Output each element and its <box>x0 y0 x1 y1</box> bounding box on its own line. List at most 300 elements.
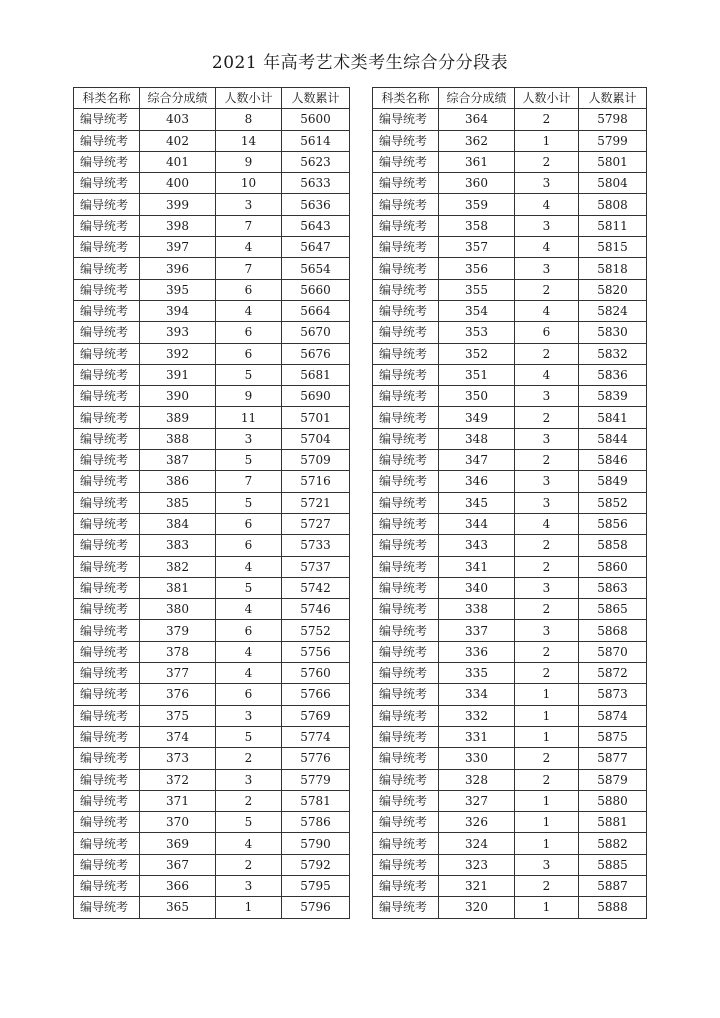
cell-cumulative: 5841 <box>579 407 647 428</box>
cell-cumulative: 5873 <box>579 684 647 705</box>
table-row <box>74 620 350 641</box>
cell-count: 4 <box>515 237 579 258</box>
table-row <box>74 450 350 471</box>
header-score: 综合分成绩 <box>439 88 515 109</box>
cell-score: 338 <box>439 599 515 620</box>
cell-count: 3 <box>515 258 579 279</box>
cell-count: 1 <box>515 790 579 811</box>
cell-count: 3 <box>515 471 579 492</box>
cell-score: 364 <box>439 109 515 130</box>
cell-score: 393 <box>140 322 216 343</box>
cell-score: 331 <box>439 726 515 747</box>
header-count: 人数小计 <box>515 88 579 109</box>
cell-cumulative: 5760 <box>282 663 350 684</box>
cell-cumulative: 5623 <box>282 151 350 172</box>
cell-score: 369 <box>140 833 216 854</box>
cell-count: 6 <box>216 513 282 534</box>
table-row <box>373 279 647 300</box>
cell-category: 编导统考 <box>74 343 140 364</box>
table-header-row <box>74 88 350 109</box>
cell-cumulative: 5877 <box>579 748 647 769</box>
cell-category: 编导统考 <box>373 492 439 513</box>
cell-cumulative: 5716 <box>282 471 350 492</box>
cell-cumulative: 5879 <box>579 769 647 790</box>
cell-score: 336 <box>439 641 515 662</box>
table-row <box>373 790 647 811</box>
cell-score: 326 <box>439 812 515 833</box>
cell-score: 327 <box>439 790 515 811</box>
cell-count: 3 <box>216 705 282 726</box>
table-row <box>74 663 350 684</box>
cell-score: 374 <box>140 726 216 747</box>
cell-count: 2 <box>515 641 579 662</box>
cell-score: 403 <box>140 109 216 130</box>
cell-cumulative: 5860 <box>579 556 647 577</box>
table-row <box>74 130 350 151</box>
cell-category: 编导统考 <box>373 875 439 896</box>
cell-cumulative: 5808 <box>579 194 647 215</box>
cell-category: 编导统考 <box>74 620 140 641</box>
cell-category: 编导统考 <box>74 215 140 236</box>
table-row <box>74 151 350 172</box>
cell-cumulative: 5852 <box>579 492 647 513</box>
cell-cumulative: 5670 <box>282 322 350 343</box>
cell-category: 编导统考 <box>373 173 439 194</box>
cell-score: 320 <box>439 897 515 918</box>
table-row <box>74 428 350 449</box>
table-row <box>373 300 647 321</box>
cell-score: 346 <box>439 471 515 492</box>
cell-score: 345 <box>439 492 515 513</box>
cell-score: 382 <box>140 556 216 577</box>
cell-category: 编导统考 <box>373 322 439 343</box>
cell-count: 5 <box>216 450 282 471</box>
cell-score: 334 <box>439 684 515 705</box>
cell-cumulative: 5844 <box>579 428 647 449</box>
table-row <box>373 556 647 577</box>
table-row <box>373 471 647 492</box>
cell-count: 3 <box>515 173 579 194</box>
table-row <box>74 258 350 279</box>
cell-count: 3 <box>216 428 282 449</box>
cell-category: 编导统考 <box>373 726 439 747</box>
cell-category: 编导统考 <box>373 130 439 151</box>
cell-count: 5 <box>216 812 282 833</box>
cell-cumulative: 5839 <box>579 386 647 407</box>
cell-count: 4 <box>515 513 579 534</box>
cell-cumulative: 5863 <box>579 577 647 598</box>
table-row <box>74 513 350 534</box>
cell-count: 5 <box>216 726 282 747</box>
cell-score: 335 <box>439 663 515 684</box>
cell-count: 1 <box>515 812 579 833</box>
cell-cumulative: 5795 <box>282 875 350 896</box>
cell-cumulative: 5836 <box>579 364 647 385</box>
cell-cumulative: 5733 <box>282 535 350 556</box>
table-row <box>373 705 647 726</box>
cell-cumulative: 5882 <box>579 833 647 854</box>
cell-category: 编导统考 <box>373 748 439 769</box>
cell-score: 402 <box>140 130 216 151</box>
cell-score: 351 <box>439 364 515 385</box>
cell-cumulative: 5870 <box>579 641 647 662</box>
cell-count: 4 <box>216 237 282 258</box>
table-row <box>74 300 350 321</box>
cell-cumulative: 5756 <box>282 641 350 662</box>
cell-cumulative: 5880 <box>579 790 647 811</box>
cell-cumulative: 5796 <box>282 897 350 918</box>
cell-count: 3 <box>515 854 579 875</box>
cell-cumulative: 5681 <box>282 364 350 385</box>
cell-category: 编导统考 <box>373 833 439 854</box>
cell-count: 2 <box>515 769 579 790</box>
cell-category: 编导统考 <box>74 705 140 726</box>
cell-cumulative: 5664 <box>282 300 350 321</box>
cell-category: 编导统考 <box>373 386 439 407</box>
cell-count: 2 <box>515 599 579 620</box>
table-row <box>373 492 647 513</box>
table-row <box>373 812 647 833</box>
cell-count: 6 <box>515 322 579 343</box>
cell-count: 6 <box>216 279 282 300</box>
cell-cumulative: 5779 <box>282 769 350 790</box>
cell-score: 324 <box>439 833 515 854</box>
cell-category: 编导统考 <box>74 322 140 343</box>
cell-count: 5 <box>216 577 282 598</box>
cell-category: 编导统考 <box>373 684 439 705</box>
cell-cumulative: 5874 <box>579 705 647 726</box>
table-row <box>373 151 647 172</box>
score-table-left <box>73 87 350 919</box>
cell-score: 372 <box>140 769 216 790</box>
cell-score: 398 <box>140 215 216 236</box>
cell-count: 2 <box>515 875 579 896</box>
cell-count: 4 <box>216 300 282 321</box>
cell-category: 编导统考 <box>373 364 439 385</box>
cell-score: 350 <box>439 386 515 407</box>
cell-cumulative: 5801 <box>579 151 647 172</box>
cell-score: 361 <box>439 151 515 172</box>
table-row <box>373 577 647 598</box>
table-row <box>74 599 350 620</box>
cell-category: 编导统考 <box>74 364 140 385</box>
cell-cumulative: 5704 <box>282 428 350 449</box>
cell-cumulative: 5746 <box>282 599 350 620</box>
cell-cumulative: 5820 <box>579 279 647 300</box>
table-row <box>373 215 647 236</box>
cell-count: 7 <box>216 215 282 236</box>
cell-cumulative: 5824 <box>579 300 647 321</box>
table-row <box>373 364 647 385</box>
cell-category: 编导统考 <box>373 577 439 598</box>
cell-category: 编导统考 <box>373 641 439 662</box>
cell-count: 2 <box>515 535 579 556</box>
cell-score: 366 <box>140 875 216 896</box>
cell-cumulative: 5885 <box>579 854 647 875</box>
header-category: 科类名称 <box>74 88 140 109</box>
cell-score: 359 <box>439 194 515 215</box>
cell-category: 编导统考 <box>74 535 140 556</box>
cell-count: 2 <box>515 407 579 428</box>
cell-score: 330 <box>439 748 515 769</box>
table-row <box>74 215 350 236</box>
cell-score: 395 <box>140 279 216 300</box>
table-row <box>74 684 350 705</box>
cell-count: 3 <box>216 194 282 215</box>
cell-score: 340 <box>439 577 515 598</box>
cell-score: 356 <box>439 258 515 279</box>
table-row <box>373 109 647 130</box>
cell-category: 编导统考 <box>373 535 439 556</box>
cell-cumulative: 5865 <box>579 599 647 620</box>
table-row <box>74 769 350 790</box>
cell-score: 341 <box>439 556 515 577</box>
cell-category: 编导统考 <box>74 790 140 811</box>
table-row <box>74 343 350 364</box>
cell-category: 编导统考 <box>74 428 140 449</box>
cell-score: 357 <box>439 237 515 258</box>
table-row <box>373 343 647 364</box>
table-row <box>74 279 350 300</box>
cell-category: 编导统考 <box>373 769 439 790</box>
cell-cumulative: 5721 <box>282 492 350 513</box>
cell-score: 392 <box>140 343 216 364</box>
table-row <box>373 599 647 620</box>
table-row <box>74 386 350 407</box>
cell-score: 399 <box>140 194 216 215</box>
cell-count: 2 <box>515 663 579 684</box>
cell-score: 375 <box>140 705 216 726</box>
table-row <box>74 897 350 918</box>
table-header-row <box>373 88 647 109</box>
cell-category: 编导统考 <box>74 492 140 513</box>
table-row <box>74 726 350 747</box>
cell-category: 编导统考 <box>74 130 140 151</box>
cell-cumulative: 5737 <box>282 556 350 577</box>
cell-category: 编导统考 <box>74 173 140 194</box>
cell-score: 370 <box>140 812 216 833</box>
cell-category: 编导统考 <box>74 833 140 854</box>
cell-count: 4 <box>515 364 579 385</box>
table-row <box>74 790 350 811</box>
table-row <box>373 854 647 875</box>
table-row <box>373 684 647 705</box>
cell-score: 354 <box>439 300 515 321</box>
cell-category: 编导统考 <box>373 620 439 641</box>
cell-score: 378 <box>140 641 216 662</box>
cell-category: 编导统考 <box>74 599 140 620</box>
table-row <box>74 556 350 577</box>
cell-category: 编导统考 <box>74 513 140 534</box>
cell-category: 编导统考 <box>373 343 439 364</box>
table-row <box>373 620 647 641</box>
cell-cumulative: 5654 <box>282 258 350 279</box>
cell-category: 编导统考 <box>373 599 439 620</box>
table-row <box>74 854 350 875</box>
cell-score: 360 <box>439 173 515 194</box>
table-row <box>74 364 350 385</box>
cell-cumulative: 5752 <box>282 620 350 641</box>
table-row <box>373 663 647 684</box>
table-row <box>373 386 647 407</box>
table-row <box>373 897 647 918</box>
cell-score: 323 <box>439 854 515 875</box>
cell-cumulative: 5856 <box>579 513 647 534</box>
cell-category: 编导统考 <box>74 300 140 321</box>
cell-category: 编导统考 <box>373 471 439 492</box>
cell-cumulative: 5614 <box>282 130 350 151</box>
cell-category: 编导统考 <box>74 386 140 407</box>
cell-cumulative: 5776 <box>282 748 350 769</box>
cell-count: 5 <box>216 364 282 385</box>
table-row <box>373 748 647 769</box>
cell-category: 编导统考 <box>74 407 140 428</box>
cell-cumulative: 5846 <box>579 450 647 471</box>
cell-score: 397 <box>140 237 216 258</box>
table-row <box>74 748 350 769</box>
cell-score: 400 <box>140 173 216 194</box>
cell-count: 7 <box>216 258 282 279</box>
cell-category: 编导统考 <box>74 237 140 258</box>
cell-category: 编导统考 <box>373 556 439 577</box>
cell-count: 5 <box>216 492 282 513</box>
cell-category: 编导统考 <box>373 109 439 130</box>
header-category: 科类名称 <box>373 88 439 109</box>
cell-cumulative: 5872 <box>579 663 647 684</box>
cell-count: 8 <box>216 109 282 130</box>
cell-cumulative: 5701 <box>282 407 350 428</box>
cell-category: 编导统考 <box>373 300 439 321</box>
cell-count: 2 <box>515 450 579 471</box>
cell-count: 6 <box>216 322 282 343</box>
cell-cumulative: 5709 <box>282 450 350 471</box>
cell-category: 编导统考 <box>373 237 439 258</box>
cell-category: 编导统考 <box>74 194 140 215</box>
cell-score: 376 <box>140 684 216 705</box>
cell-category: 编导统考 <box>74 684 140 705</box>
cell-score: 390 <box>140 386 216 407</box>
cell-count: 6 <box>216 620 282 641</box>
table-row <box>74 812 350 833</box>
table-row <box>373 407 647 428</box>
table-row <box>373 258 647 279</box>
cell-count: 9 <box>216 386 282 407</box>
cell-count: 2 <box>216 748 282 769</box>
cell-category: 编导统考 <box>74 577 140 598</box>
cell-category: 编导统考 <box>74 726 140 747</box>
cell-score: 367 <box>140 854 216 875</box>
cell-score: 387 <box>140 450 216 471</box>
table-row <box>74 705 350 726</box>
cell-cumulative: 5811 <box>579 215 647 236</box>
cell-score: 384 <box>140 513 216 534</box>
table-row <box>373 513 647 534</box>
cell-cumulative: 5875 <box>579 726 647 747</box>
table-row <box>74 833 350 854</box>
cell-count: 2 <box>515 343 579 364</box>
cell-category: 编导统考 <box>373 812 439 833</box>
cell-score: 401 <box>140 151 216 172</box>
header-cumulative: 人数累计 <box>282 88 350 109</box>
cell-score: 391 <box>140 364 216 385</box>
table-row <box>74 194 350 215</box>
cell-count: 2 <box>515 151 579 172</box>
cell-cumulative: 5769 <box>282 705 350 726</box>
cell-cumulative: 5868 <box>579 620 647 641</box>
cell-cumulative: 5815 <box>579 237 647 258</box>
cell-cumulative: 5818 <box>579 258 647 279</box>
cell-score: 353 <box>439 322 515 343</box>
cell-count: 2 <box>515 748 579 769</box>
cell-score: 348 <box>439 428 515 449</box>
cell-count: 4 <box>216 641 282 662</box>
cell-count: 7 <box>216 471 282 492</box>
cell-category: 编导统考 <box>74 109 140 130</box>
cell-category: 编导统考 <box>74 279 140 300</box>
cell-category: 编导统考 <box>373 428 439 449</box>
cell-cumulative: 5742 <box>282 577 350 598</box>
cell-cumulative: 5660 <box>282 279 350 300</box>
cell-score: 380 <box>140 599 216 620</box>
cell-score: 349 <box>439 407 515 428</box>
table-row <box>74 407 350 428</box>
page-title: 2021 年高考艺术类考生综合分分段表 <box>211 53 509 73</box>
cell-category: 编导统考 <box>74 854 140 875</box>
cell-count: 3 <box>515 215 579 236</box>
table-row <box>74 173 350 194</box>
cell-score: 355 <box>439 279 515 300</box>
cell-cumulative: 5766 <box>282 684 350 705</box>
cell-count: 2 <box>216 854 282 875</box>
cell-category: 编导统考 <box>74 450 140 471</box>
cell-category: 编导统考 <box>74 471 140 492</box>
cell-cumulative: 5799 <box>579 130 647 151</box>
cell-cumulative: 5804 <box>579 173 647 194</box>
table-row <box>74 875 350 896</box>
cell-count: 4 <box>216 663 282 684</box>
cell-cumulative: 5830 <box>579 322 647 343</box>
cell-count: 4 <box>216 833 282 854</box>
cell-count: 3 <box>216 769 282 790</box>
cell-count: 4 <box>216 599 282 620</box>
cell-cumulative: 5600 <box>282 109 350 130</box>
cell-score: 344 <box>439 513 515 534</box>
cell-category: 编导统考 <box>373 513 439 534</box>
cell-score: 389 <box>140 407 216 428</box>
score-table-right <box>372 87 647 919</box>
cell-category: 编导统考 <box>373 279 439 300</box>
cell-score: 332 <box>439 705 515 726</box>
cell-cumulative: 5676 <box>282 343 350 364</box>
cell-count: 10 <box>216 173 282 194</box>
cell-count: 3 <box>515 386 579 407</box>
table-row <box>74 641 350 662</box>
cell-category: 编导统考 <box>373 854 439 875</box>
cell-cumulative: 5643 <box>282 215 350 236</box>
cell-cumulative: 5774 <box>282 726 350 747</box>
cell-score: 373 <box>140 748 216 769</box>
cell-score: 396 <box>140 258 216 279</box>
cell-score: 381 <box>140 577 216 598</box>
table-row <box>373 875 647 896</box>
cell-category: 编导统考 <box>373 705 439 726</box>
cell-category: 编导统考 <box>373 450 439 471</box>
cell-score: 385 <box>140 492 216 513</box>
cell-score: 371 <box>140 790 216 811</box>
cell-category: 编导统考 <box>74 258 140 279</box>
cell-count: 4 <box>515 300 579 321</box>
cell-count: 6 <box>216 343 282 364</box>
